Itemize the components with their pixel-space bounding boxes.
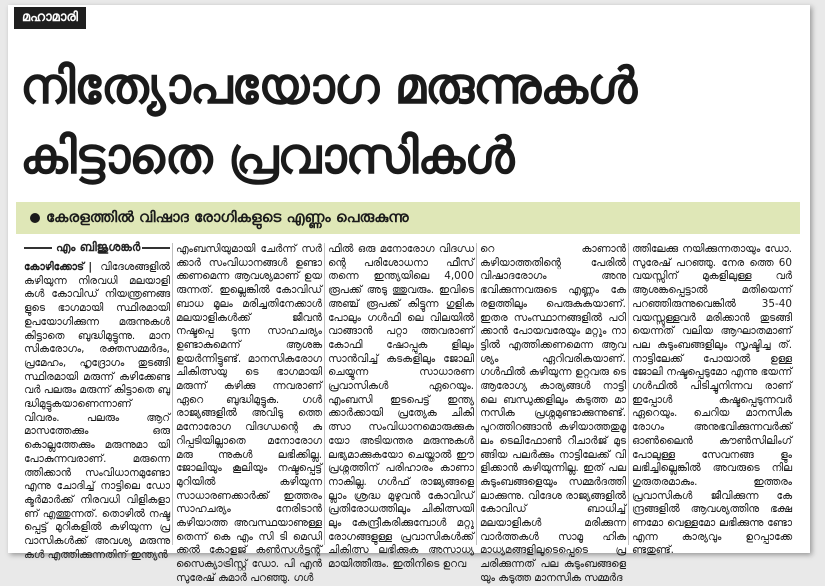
column-text: ഫിൽ ഒരു മനോരോഗ വിദഗ്ധ ന്റെ പരിശോധനാ ഫീസ് തന്നെ ഇന്ത്യയിലെ 4,000 രൂപക്ക് അടു ത്തുവരും. ഇവിടെ അഞ്ച് രൂപക്ക് കിട്ടുന്ന ഗുളിക പോലും ഗൾഫി ലെ വിലയിൽ വാങ്ങാൻ പറ്റാ ത്തവരാണ് കോഫി ഷോപ്പുക ളിലും സാൻവിച്ച് കടകളിലും ജോലി ചെയ്യുന്ന സാധാരണ പ്രവാസികൾ ഏറെയും. എംബസി ഇടപെട്ട് ഇന്ത്യ ക്കാർക്കായി പ്രത്യേക ചികി ത്സാ സംവിധാനമൊരുക്കുക യോ അടിയന്തര മരുന്നുകൾ ലഭ്യമാക്കുകയോ ചെയ്താൽ ഈ പ്രശ്നത്തിന് പരിഹാരം കാണാ നാകില്ല. ഗൾഫ് രാജ്യങ്ങളെ ല്ലാം ശ്രദ്ധ മുഴുവൻ കോവിഡ് പ്രതിരോധത്തിലും ചികിത്സയി ലും കേന്ദ്രീകരിക്കുമ്പോൾ മറ്റു രോഗങ്ങളുള്ള പ്രവാസികൾക്ക് ചികിത്സ ലഭിക്കുക അസാധ്യ മായിത്തീരും. ഇതിനിടെ ഉറവ [328, 243, 474, 571]
article-column-5 [632, 243, 792, 558]
article-column-1 [24, 261, 170, 562]
article-column-4 [480, 243, 626, 586]
article-column-3 [328, 243, 474, 572]
column-text: വിദേശങ്ങളിൽ കഴിയുന്ന നിരവധി മലയാളി കൾ കോവിഡ് നിയന്ത്രണങ്ങ ളുടെ ഭാഗമായി സ്ഥിരമായി ഉപയോഗിക്കുന്ന മരുന്നുകൾ കിട്ടാതെ ബുദ്ധിമുട്ടുന്നു. മാന സികരോഗം, രക്തസമ്മർദം, പ്രമേഹം, ഹൃദ്രോഗം തുടങ്ങി സ്ഥിരമായി മരുന്ന് കഴിക്കേണ്ട വർ പലരും മരുന്ന് കിട്ടാതെ ബു ദ്ധിമുട്ടുകയാണെന്നാണ് വിവരം. പലരും ആറ് മാസത്തേക്കും ഒരു കൊല്ലത്തേക്കും മരുന്നുമാ യി പോകുന്നവരാണ്. മരുന്നെ ത്തിക്കാൻ സംവിധാനമുണ്ടോ എന്നു ചോദിച്ച് നാട്ടിലെ ഡോ ക്ടർമാർക്ക് നിരവധി വിളികളാ ണ് എത്തുന്നത്. തൊഴിൽ നഷ്ട പ്പെട്ട് മുറികളിൽ കഴിയുന്ന പ്ര വാസികൾക്ക് അവശ്യ മരുന്നു കൾ എത്തിക്കുന്നതിന് ഇന്ത്യൻ [24, 261, 170, 561]
byline [24, 238, 170, 258]
headline-line-1: നിത്യോപയോഗ മരുന്നുകൾ [20, 57, 637, 115]
column-divider [628, 243, 629, 545]
section-tag: മഹാമാരി [14, 7, 86, 29]
byline-rule-right [142, 247, 170, 249]
subheadline: കേരളത്തിൽ വിഷാദ രോഗികളുടെ എണ്ണം പെരുകുന്നു [46, 208, 409, 226]
dateline: കോഴിക്കോട് | [24, 261, 93, 273]
column-divider [172, 243, 173, 545]
column-text: ത്തിലേക്കു നയിക്കുന്നതായും ഡോ. സുരേഷ് പറഞ്ഞു. നേര ത്തെ 60 വയസ്സിന് മുകളിലുള്ള വർ ആശങ്കപ്പെട്ടാൽ മതിയെന്ന് പറഞ്ഞിരുന്നുവെങ്കിൽ 35-40 വയസ്സുള്ളവർ മരിക്കാൻ തുടങ്ങി യെന്നത് വലിയ ആഘാതമാണ് പല കുടുംബങ്ങളിലും സൃഷ്ടിച്ച ത്. നാട്ടിലേക്ക് പോയാൽ ഉള്ള ജോലി നഷ്ടപ്പെടുമോ എന്നു ഭയന്ന് ഗൾഫിൽ പിടിച്ചുനിന്നവ രാണ് ഇപ്പോൾ കഷ്ടപ്പെടുന്നവർ ഏറെയും. ചെറിയ മാനസിക രോഗം അനുഭവിക്കുന്നവർക്ക് ഓൺലൈൻ കൗൺസിലിംഗ് പോലുള്ള സേവനങ്ങ ളും ലഭിച്ചില്ലെങ്കിൽ അവരുടെ നില ഗുരുതരമാകും. ഇത്തരം പ്രവാസികൾ ജീവിക്കുന്ന കേ ന്ദ്രങ്ങളിൽ ആവശ്യത്തിനു ഭക്ഷ ണമോ വെള്ളമോ ലഭിക്കുന്നു ണ്ടോ എന്ന കാര്യവും ഉറപ്പാക്കേ ണ്ടതുണ്ട്. [632, 243, 792, 557]
column-text: റെ കാണാൻ കഴിയാത്തതിന്റെ പേരിൽ വിഷാദരോഗം അനു ഭവിക്കുന്നവരുടെ എണ്ണം കേ രളത്തിലും പെരുകുകയാണ്. ഇതര സംസ്ഥാനങ്ങളിൽ പഠി ക്കാൻ പോയവരേയും മറ്റും നാ ട്ടിൽ എത്തിക്കണമെന്ന ആവ ശ്യം ഏറിവരികയാണ്. ഗൾഫിൽ കഴിയുന്ന ഉറ്റവരു ടെ ആരോഗ്യ കാര്യങ്ങൾ നാട്ടി ലെ ബന്ധുക്കളിലും കടുത്ത മാ നസിക പ്രശ്നമുണ്ടാക്കുന്നുണ്ട്. പുറത്തിറങ്ങാൻ കഴിയാത്തതുമൂ ലം ടെലിഫോൺ റീചാർജ് മുട ങ്ങിയ പലർക്കും നാട്ടിലേക്ക് വി ളിക്കാൻ കഴിയുന്നില്ല. ഇത് പല കുടുംബങ്ങളെയും സമ്മർദത്തി ലാക്കുന്നു. വിദേശ രാജ്യങ്ങളിൽ കോവിഡ് ബാധിച്ച് മലയാളികൾ മരിക്കുന്ന വാർത്തകൾ സാമൂ ഹിക മാധ്യമങ്ങളിലൂടെപ്പെടെ പ്ര ചരിക്കുന്നത് പല കുടുംബങ്ങളെ യും കടുത്ത മാനസിക സമ്മർദ [480, 243, 626, 584]
bullet-icon [30, 213, 40, 223]
newspaper-clipping [8, 5, 810, 584]
column-text: എംബസിയുമായി ചേർന്ന് സർ ക്കാർ സംവിധാനങ്ങൾ ഉണ്ടാ ക്കണമെന്ന ആവശ്യമാണ് ഉയ രുന്നത്. ഇല്ലെങ്കിൽ കോവിഡ് ബാധ മൂലം മരിച്ചതിനേക്കാൾ മലയാളികൾക്ക് ജീവൻ നഷ്ടപ്പെ ടുന്ന സാഹചര്യം ഉണ്ടാകുമെന്ന് ആശങ്ക ഉയർന്നിട്ടുണ്ട്. മാനസികരോഗ ചികിത്സയു ടെ ഭാഗമായി മരുന്ന് കഴിക്കു ന്നവരാണ് ഏറെ ബുദ്ധിമുട്ടുക. ഗൾ രാജ്യങ്ങളിൽ അവിടു ത്തെ മനോരോഗ വിദഗ്ധന്റെ കു റിപ്പടിയില്ലാതെ മനോരോഗ മരു ന്നുകൾ ലഭിക്കില്ല. ജോലിയും കൂലിയും നഷ്ടപ്പെട്ട് മുറിയിൽ കഴിയുന്ന സാധാരണക്കാർക്ക് ഇത്തരം സാഹചര്യം നേരിടാൻ കഴിയാത്ത അവസ്ഥയാണുള്ള തെന്ന് കെ എം സി ടി മെഡി ക്കൽ കോളജ് കൺസൾട്ടന്റ് സൈക്യാട്രിസ്റ്റ് ഡോ. പി എൻ സുരേഷ് കുമാർ പറഞ്ഞു. ഗൾ [176, 243, 322, 584]
article-column-2 [176, 243, 322, 586]
column-divider [476, 243, 477, 545]
byline-author: എം ബിജുശങ്കർ [56, 240, 141, 254]
column-divider [324, 243, 325, 545]
subheadline-bar [16, 202, 800, 234]
headline-line-2: കിട്ടാതെ പ്രവാസികൾ [20, 127, 514, 185]
byline-rule-left [24, 247, 52, 249]
